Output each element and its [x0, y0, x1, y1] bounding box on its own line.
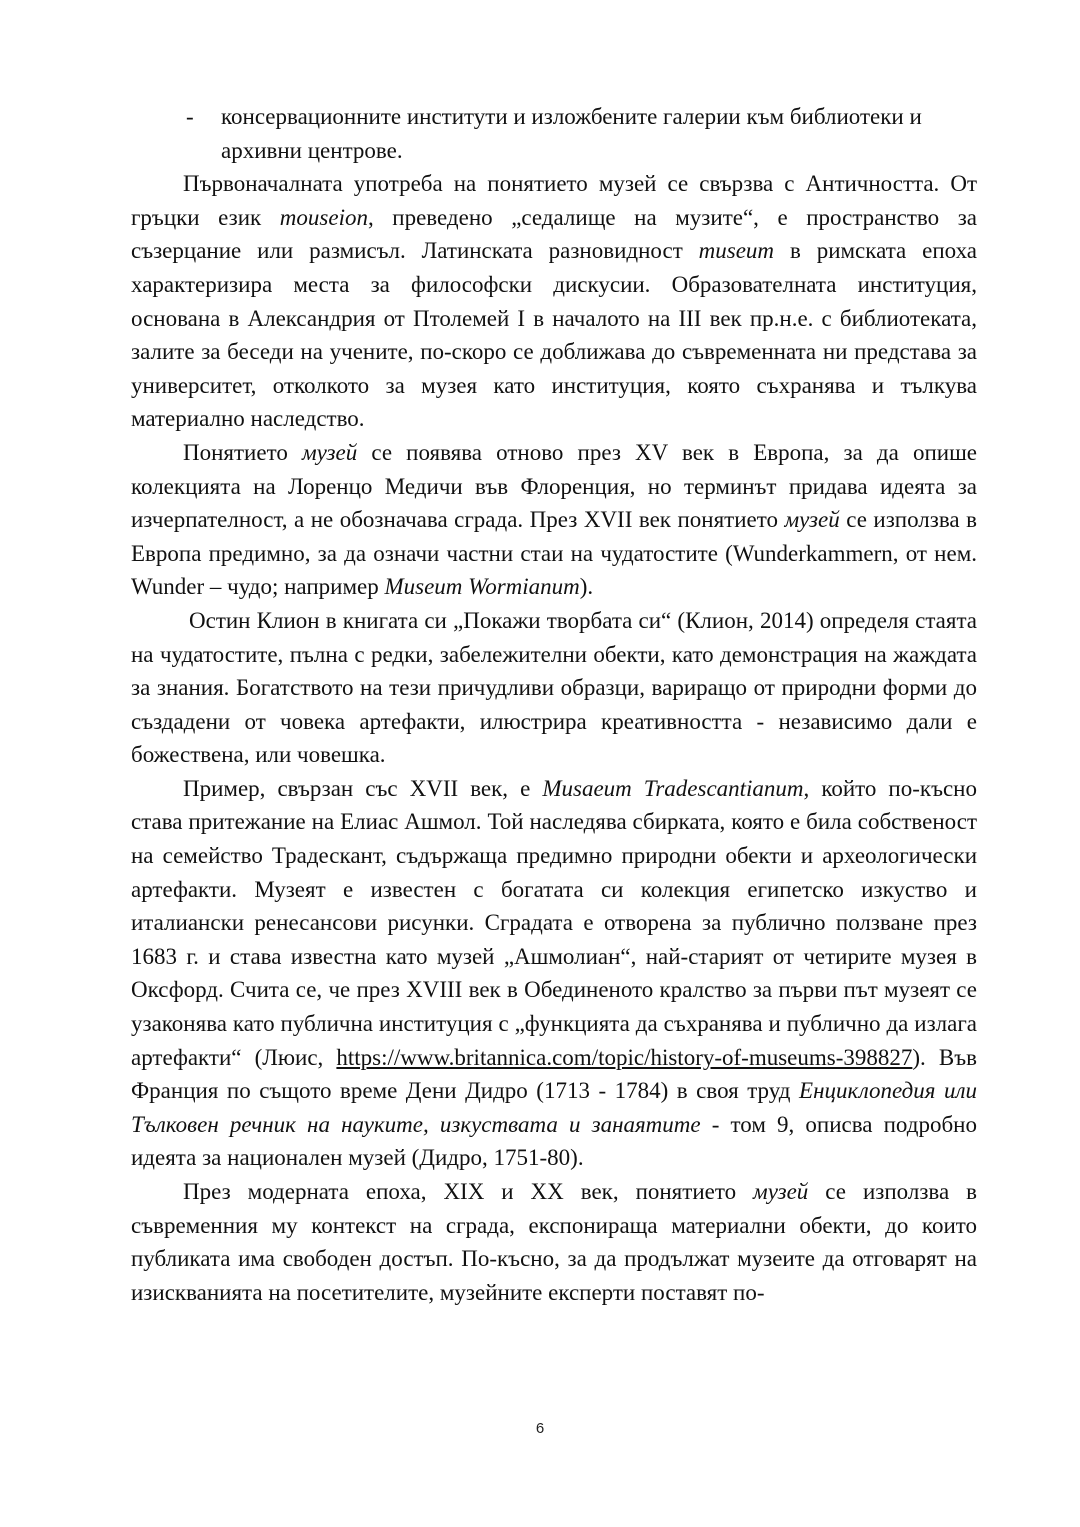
text-span: - том 9, описва подробно идеята за национален музей (Дидро, 1751-80). [131, 1111, 977, 1171]
text-span: се използва в съвременния му контекст на сграда, експонираща материални обекти, до които публиката има свободен достъп. По-късно, за да продължат музеите да отговарят на изискванията на посетителите, музейните експерти поставят по- [131, 1179, 977, 1305]
italic-term-muzei: музей [784, 507, 840, 533]
italic-term-muzei: музей [301, 439, 358, 465]
text-span: , преведено „седалище на музите“, е пространство за съзерцание или размисъл. Латинската разновидност [131, 204, 977, 264]
text-span: ). [579, 574, 594, 600]
italic-term-mouseion: mouseion [279, 204, 368, 230]
text-span: , който по-късно става притежание на Елиас Ашмол. Той наследява сбирката, която е била собственост на семейство Традескант, съдържаща предимно природни обекти и археологически артефакти. Музеят е известен с богатата си колекция египетско изкуство и италиански ренесансови рисунки. Сградата е отворена за публично ползване през 1683 г. и става известна като музей „Ашмолиан“, най-старият от четирите музея в Оксфорд. Счита се, че през XVIII век в Обединеното кралство за първи път музеят се узаконява като публична институция с „функцията да съхранява и публично да излага артефакти“ (Люис, [131, 775, 977, 1070]
paragraph-kleon [131, 604, 977, 772]
bullet-text: консервационните институти и изложбените галерии към библиотеки и архивни центрове. [221, 104, 922, 163]
italic-title-encyclopedie: Енциклопедия или Тълковен речник на науките, изкуствата и занаятите [131, 1078, 977, 1137]
italic-term-museum-wormianum: Museum Wormianum [384, 574, 580, 600]
paragraph-origin-of-museum [131, 167, 977, 436]
bullet-item [131, 100, 977, 167]
paragraph-ashmolean [131, 772, 977, 1175]
text-span: Първоначалната употреба на понятието музей се свързва с Античността. От гръцки език [131, 171, 977, 230]
text-span: Пример, свързан със XVII век, е [183, 775, 543, 801]
page-number: 6 [535, 1420, 545, 1437]
italic-term-musaeum-tradescantianum: Musaeum Tradescantianum [542, 775, 804, 801]
text-span: се появява отново през XV век в Европа, за да опише колекцията на Лоренцо Медичи във Флоренция, но терминът придава идеята за изчерпателност, а не обозначава сграда. През XVII век понятието [131, 439, 977, 533]
text-span: Понятието [183, 439, 302, 465]
britannica-link[interactable]: https://www.britannica.com/topic/history-of-museums-398827 [336, 1044, 913, 1070]
italic-term-museum: museum [698, 238, 775, 264]
text-span: ). Във Франция по същото време Дени Дидро (1713 - 1784) в своя труд [131, 1044, 977, 1104]
bullet-dash: - [186, 104, 194, 129]
text-span: Остин Клион в книгата си „Покажи творбата си“ (Клион, 2014) определя стаята на чудатостите, пълна с редки, забележителни обекти, като демонстрация на жаждата за знания. Богатството на тези причудливи образци, вариращо от природни форми до създадени от човека артефакти, илюстрира креативността - независимо дали е божествена, или човешка. [131, 607, 977, 768]
text-span: в римската епоха характеризира места за философски дискусии. Образователната институция, основана в Александрия от Птолемей I в началото на III век пр.н.е. с библиотеката, залите за беседи на учените, по-скоро се доближава до съвременната ни представа за университет, отколкото за музея като институция, която съхранява и тълкува материално наследство. [131, 238, 977, 432]
page-body [131, 100, 977, 1309]
paragraph-modern-era [131, 1175, 977, 1309]
paragraph-renaissance [131, 436, 977, 604]
text-span: През модерната епоха, XIX и XX век, понятието [183, 1179, 754, 1204]
italic-term-muzei: музей [753, 1179, 809, 1204]
text-span: се използва в Европа предимно, за да означи частни стаи на чудатостите (Wunderkammern, от нем. Wunder – чудо; например [131, 507, 977, 600]
